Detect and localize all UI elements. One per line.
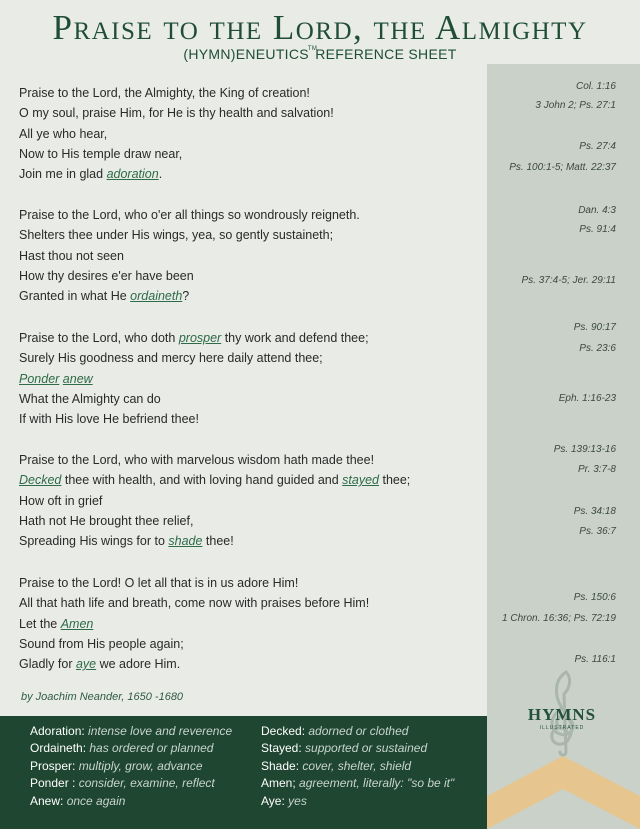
scripture-reference: 3 John 2; Ps. 27:1 bbox=[535, 100, 616, 111]
glossary-entry bbox=[30, 776, 215, 790]
scripture-reference: 1 Chron. 16:36; Ps. 72:19 bbox=[502, 613, 616, 624]
glossary-definition: consider, examine, reflect bbox=[78, 776, 215, 791]
glossary-definition: cover, shelter, shield bbox=[302, 758, 412, 773]
scripture-reference: Ps. 27:4 bbox=[579, 141, 616, 152]
scripture-reference: Col. 1:16 bbox=[575, 81, 616, 92]
glossary-definition: intense love and reverence bbox=[88, 724, 233, 738]
glossary-entry bbox=[261, 759, 411, 773]
glossary-entry bbox=[261, 741, 427, 755]
glossary-term: Aye: bbox=[261, 793, 289, 808]
glossary-entry bbox=[30, 759, 203, 773]
glossary-term: Shade: bbox=[261, 758, 303, 773]
logo-wordmark: HYMNS bbox=[527, 705, 597, 724]
lyric-line: Let the Amen bbox=[19, 616, 94, 631]
author-credit: by Joachim Neander, 1650 -1680 bbox=[21, 691, 184, 703]
glossary-definition: once again bbox=[66, 793, 126, 808]
lyric-line: Gladly for aye we adore Him. bbox=[19, 657, 181, 672]
glossary-word: Decked bbox=[19, 473, 62, 488]
glossary-term: Stayed: bbox=[261, 741, 306, 756]
glossary-term: Anew: bbox=[30, 793, 67, 808]
lyric-line: What the Almighty can do bbox=[19, 391, 161, 406]
glossary-entry bbox=[261, 724, 408, 738]
glossary-term: Ordaineth: bbox=[30, 741, 90, 756]
glossary-definition: agreement, literally: "so be it" bbox=[299, 776, 455, 791]
glossary-entry bbox=[30, 794, 125, 808]
glossary-word: prosper bbox=[178, 331, 222, 345]
lyric-line: Sound from His people again; bbox=[19, 636, 184, 651]
glossary-term: Amen; bbox=[261, 776, 300, 791]
scripture-reference: Ps. 23:6 bbox=[579, 343, 616, 354]
lyric-line: Surely His goodness and mercy here daily attend thee; bbox=[19, 351, 323, 366]
scripture-reference: Ps. 34:18 bbox=[573, 506, 616, 517]
glossary-word: Amen bbox=[60, 616, 94, 631]
lyric-line: How thy desires e'er have been bbox=[19, 268, 194, 283]
glossary-entry bbox=[261, 794, 307, 808]
glossary-word: aye bbox=[75, 657, 97, 672]
hymns-illustrated-logo bbox=[512, 668, 612, 758]
scripture-reference: Ps. 37:4-5; Jer. 29:11 bbox=[521, 275, 616, 286]
scripture-reference: Eph. 1:16-23 bbox=[558, 393, 616, 404]
scripture-reference: Ps. 116:1 bbox=[574, 654, 616, 665]
scripture-reference: Ps. 36:7 bbox=[579, 526, 616, 537]
lyric-line: Hath not He brought thee relief, bbox=[19, 513, 194, 528]
lyric-line: Join me in glad adoration. bbox=[19, 167, 163, 182]
glossary-entry bbox=[30, 741, 213, 755]
scripture-reference: Ps. 90:17 bbox=[573, 322, 616, 333]
lyric-line: Hast thou not seen bbox=[19, 248, 124, 263]
logo-tagline: ILLUSTRATED bbox=[539, 725, 585, 731]
glossary-definition: supported or sustained bbox=[305, 741, 428, 756]
scripture-reference: Dan. 4:3 bbox=[578, 205, 616, 216]
scripture-reference: Ps. 139:13-16 bbox=[553, 444, 616, 455]
lyric-line: All ye who hear, bbox=[19, 126, 108, 141]
lyric-line: If with His love He befriend thee! bbox=[19, 412, 199, 427]
glossary-word: shade bbox=[168, 534, 203, 549]
glossary-definition: yes bbox=[288, 793, 307, 808]
lyric-line: Praise to the Lord, who o'er all things so wondrously reigneth. bbox=[19, 208, 360, 222]
lyric-line: Praise to the Lord, who with marvelous wisdom hath made thee! bbox=[19, 453, 375, 467]
glossary-term: Prosper: bbox=[30, 758, 79, 773]
glossary-word: ordaineth bbox=[130, 289, 183, 304]
lyric-line: Praise to the Lord, who doth prosper thy work and defend thee; bbox=[19, 331, 369, 345]
glossary-definition: adorned or clothed bbox=[308, 724, 409, 738]
lyric-line: Shelters thee under His wings, yea, so gently sustaineth; bbox=[19, 228, 334, 243]
lyric-line: All that hath life and breath, come now with praises before Him! bbox=[19, 596, 370, 611]
glossary-term: Ponder : bbox=[30, 776, 79, 791]
trademark-mark: TM bbox=[307, 46, 318, 52]
lyric-line: O my soul, praise Him, for He is thy health and salvation! bbox=[19, 106, 334, 121]
glossary-term: Decked: bbox=[261, 724, 309, 738]
subtitle-brand: (HYMN)ENEUTICS bbox=[183, 46, 309, 62]
glossary-definition: has ordered or planned bbox=[89, 741, 214, 756]
page-title: Praise to the Lord, the Almighty bbox=[52, 8, 588, 47]
lyric-line: Spreading His wings for to shade thee! bbox=[19, 534, 234, 549]
bookmark-chevron-icon bbox=[487, 756, 640, 829]
lyric-line: Granted in what He ordaineth? bbox=[19, 289, 190, 304]
glossary-word: Ponder bbox=[19, 371, 60, 386]
glossary-entry bbox=[261, 776, 454, 790]
glossary-entry bbox=[30, 724, 232, 738]
lyric-line: How oft in grief bbox=[19, 493, 103, 508]
lyric-line: Praise to the Lord! O let all that is in us adore Him! bbox=[19, 576, 299, 590]
glossary-definition: multiply, grow, advance bbox=[78, 758, 203, 773]
glossary-footer bbox=[0, 716, 487, 829]
scripture-reference: Ps. 100:1-5; Matt. 22:37 bbox=[509, 162, 616, 173]
page-subtitle bbox=[0, 46, 640, 62]
lyric-line: Now to His temple draw near, bbox=[19, 146, 183, 161]
subtitle-label: REFERENCE SHEET bbox=[315, 46, 457, 62]
lyric-line: Decked thee with health, and with loving hand guided and stayed thee; bbox=[19, 473, 411, 488]
scripture-reference: Pr. 3:7-8 bbox=[578, 464, 616, 475]
lyric-line: Praise to the Lord, the Almighty, the King of creation! bbox=[19, 86, 310, 100]
glossary-word: adoration bbox=[106, 167, 159, 182]
glossary-term: Adoration: bbox=[30, 724, 89, 738]
scripture-reference: Ps. 91:4 bbox=[579, 224, 616, 235]
glossary-word: stayed bbox=[342, 473, 379, 488]
lyric-line bbox=[19, 372, 93, 386]
scripture-reference: Ps. 150:6 bbox=[573, 592, 616, 603]
glossary-word: anew bbox=[62, 371, 93, 386]
